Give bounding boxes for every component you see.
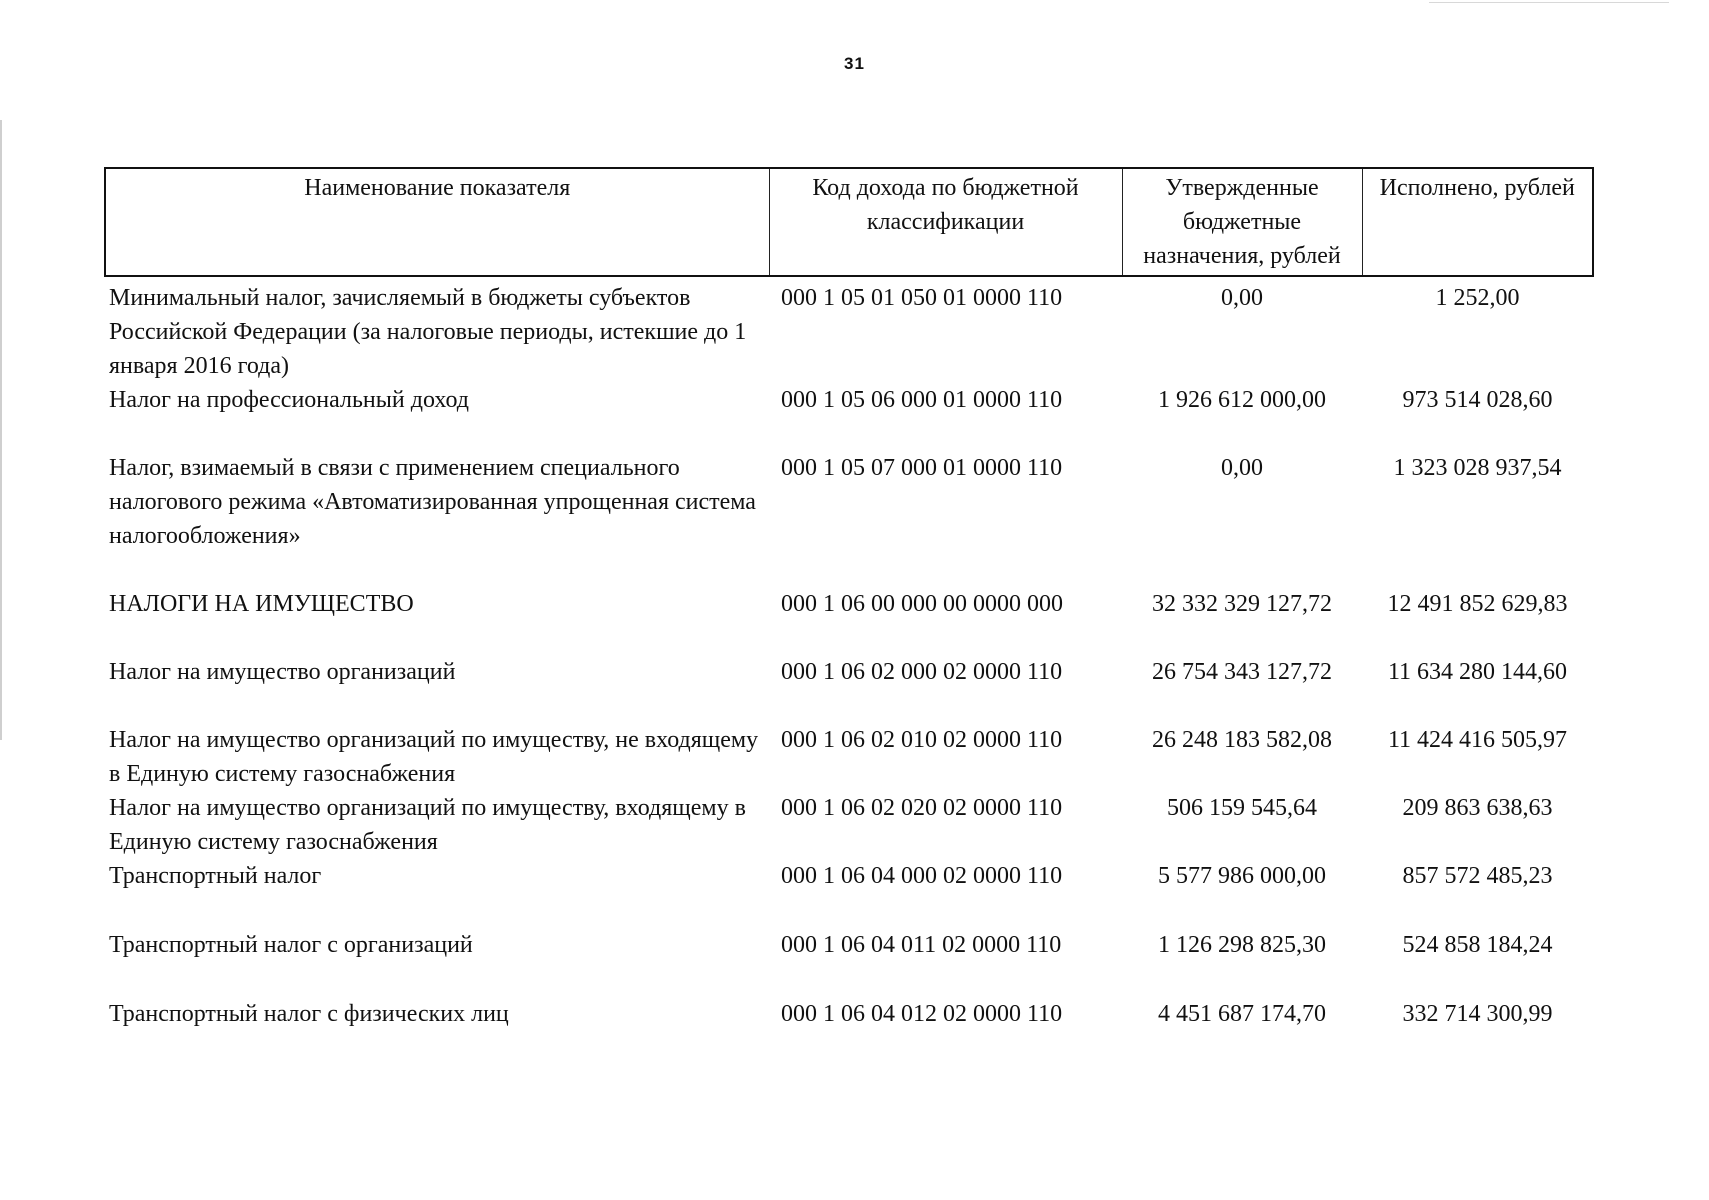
row-executed: 11 634 280 144,60 bbox=[1387, 659, 1568, 685]
header-name: Наименование показателя bbox=[105, 168, 769, 276]
row-code: 000 1 05 01 050 01 0000 110 bbox=[781, 285, 1063, 311]
row-code: 000 1 06 02 010 02 0000 110 bbox=[781, 727, 1063, 753]
table-body bbox=[105, 276, 1593, 1066]
row-approved: 0,00 bbox=[1221, 285, 1263, 311]
revenue-table bbox=[104, 167, 1594, 1066]
row-approved: 5 577 986 000,00 bbox=[1158, 863, 1326, 889]
scan-top-mark bbox=[1429, 2, 1669, 3]
table-row bbox=[105, 276, 1593, 383]
row-approved: 4 451 687 174,70 bbox=[1158, 1001, 1326, 1027]
row-code: 000 1 06 00 000 00 0000 000 bbox=[781, 591, 1063, 617]
row-name: Транспортный налог bbox=[109, 863, 322, 889]
row-approved: 0,00 bbox=[1221, 455, 1263, 481]
row-executed: 209 863 638,63 bbox=[1402, 795, 1553, 821]
table-row bbox=[105, 859, 1593, 928]
table-row bbox=[105, 723, 1593, 791]
row-approved: 1 926 612 000,00 bbox=[1158, 387, 1326, 413]
row-approved: 26 248 183 582,08 bbox=[1152, 727, 1332, 753]
table-row bbox=[105, 655, 1593, 723]
row-executed: 973 514 028,60 bbox=[1402, 387, 1553, 413]
row-name: Налог, взимаемый в связи с применением специального налогового режима «Автоматизированная упрощенная система налогообложения» bbox=[109, 455, 756, 549]
row-executed: 1 252,00 bbox=[1435, 285, 1520, 311]
page-number: 31 bbox=[844, 54, 865, 73]
scan-edge-mark bbox=[0, 120, 2, 740]
row-name: Транспортный налог с организаций bbox=[109, 932, 473, 958]
row-executed: 11 424 416 505,97 bbox=[1387, 727, 1568, 753]
row-code: 000 1 06 04 000 02 0000 110 bbox=[781, 863, 1063, 889]
table-row bbox=[105, 451, 1593, 587]
row-name: НАЛОГИ НА ИМУЩЕСТВО bbox=[109, 591, 414, 617]
row-name: Налог на имущество организаций bbox=[109, 659, 456, 685]
row-name: Налог на имущество организаций по имуществу, входящему в Единую систему газоснабжения bbox=[109, 795, 746, 855]
row-approved: 506 159 545,64 bbox=[1167, 795, 1317, 821]
table-row bbox=[105, 587, 1593, 655]
table-header bbox=[105, 168, 1593, 276]
table-row bbox=[105, 997, 1593, 1066]
row-code: 000 1 05 06 000 01 0000 110 bbox=[781, 387, 1063, 413]
row-name: Налог на профессиональный доход bbox=[109, 387, 469, 413]
row-approved: 32 332 329 127,72 bbox=[1152, 591, 1332, 617]
header-code: Код дохода по бюджетной классификации bbox=[769, 168, 1122, 276]
row-executed: 12 491 852 629,83 bbox=[1387, 591, 1568, 617]
table-row bbox=[105, 791, 1593, 859]
row-executed: 1 323 028 937,54 bbox=[1393, 455, 1562, 481]
row-code: 000 1 05 07 000 01 0000 110 bbox=[781, 455, 1063, 481]
header-executed: Исполнено, рублей bbox=[1362, 168, 1593, 276]
row-code: 000 1 06 04 011 02 0000 110 bbox=[781, 932, 1062, 958]
row-executed: 857 572 485,23 bbox=[1402, 863, 1553, 889]
row-name: Транспортный налог с физических лиц bbox=[109, 1001, 509, 1027]
header-row bbox=[105, 168, 1593, 276]
table-row bbox=[105, 383, 1593, 451]
row-executed: 332 714 300,99 bbox=[1402, 1001, 1553, 1027]
row-code: 000 1 06 02 020 02 0000 110 bbox=[781, 795, 1063, 821]
header-approved: Утвержденные бюджетные назначения, рублей bbox=[1122, 168, 1362, 276]
row-approved: 26 754 343 127,72 bbox=[1152, 659, 1332, 685]
row-code: 000 1 06 02 000 02 0000 110 bbox=[781, 659, 1063, 685]
row-executed: 524 858 184,24 bbox=[1402, 932, 1553, 958]
row-name: Минимальный налог, зачисляемый в бюджеты субъектов Российской Федерации (за налоговые периоды, истекшие до 1 января 2016 года) bbox=[109, 285, 747, 379]
row-code: 000 1 06 04 012 02 0000 110 bbox=[781, 1001, 1063, 1027]
row-approved: 1 126 298 825,30 bbox=[1158, 932, 1326, 958]
table-row bbox=[105, 928, 1593, 997]
row-name: Налог на имущество организаций по имуществу, не входящему в Единую систему газоснабжения bbox=[109, 727, 759, 787]
